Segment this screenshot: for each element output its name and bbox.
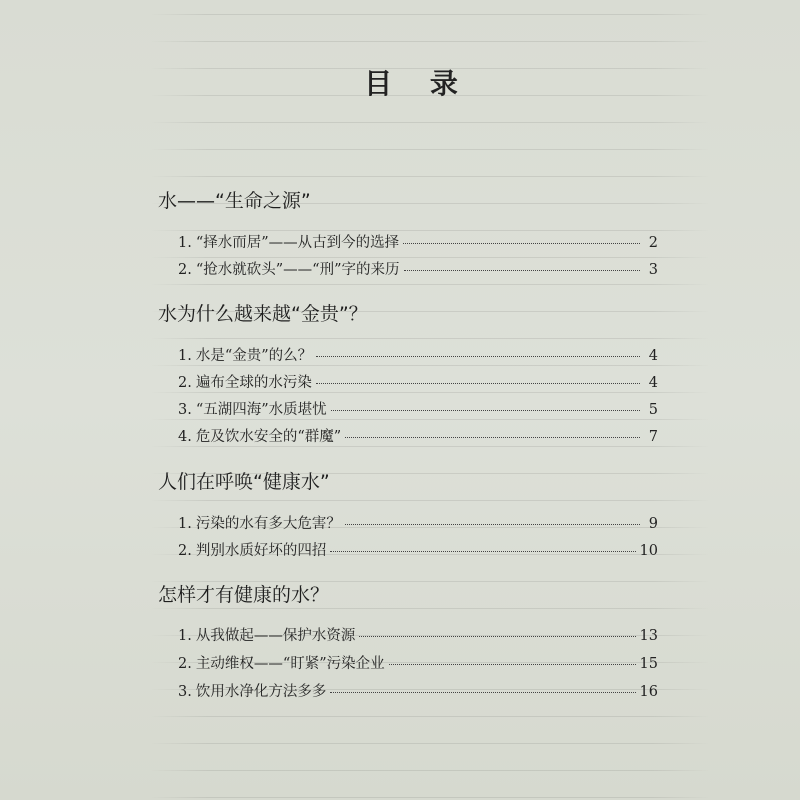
toc-entry[interactable] xyxy=(178,258,658,279)
entry-number: 2. xyxy=(178,656,192,672)
entry-title: 从我做起——保护水资源 xyxy=(195,628,356,644)
section-heading: 怎样才有健康的水？ xyxy=(158,584,330,606)
entry-page-number: 15 xyxy=(639,656,658,672)
toc-entry[interactable] xyxy=(178,371,658,392)
toc-entry[interactable] xyxy=(178,539,658,560)
dot-leader xyxy=(316,383,640,384)
entry-page-number: 4 xyxy=(648,348,658,364)
toc-entry[interactable] xyxy=(178,624,658,645)
toc-entry[interactable] xyxy=(178,652,658,673)
entry-number: 2. xyxy=(178,375,192,391)
entry-title: “抢水就砍头”——“刑”字的来历 xyxy=(195,262,400,278)
entry-page-number: 13 xyxy=(639,628,658,644)
entry-page-number: 10 xyxy=(639,543,658,559)
dot-leader xyxy=(316,356,640,357)
entry-title: 危及饮水安全的“群魔” xyxy=(195,429,342,445)
page-title: 目 录 xyxy=(364,67,472,100)
dot-leader xyxy=(330,551,635,552)
entry-number: 1. xyxy=(178,628,192,644)
section-heading: 水为什么越来越“金贵”？ xyxy=(158,303,368,325)
entry-page-number: 2 xyxy=(648,235,658,251)
entry-number: 3. xyxy=(178,402,192,418)
entry-page-number: 3 xyxy=(648,262,658,278)
toc-entry[interactable] xyxy=(178,680,658,701)
dot-leader xyxy=(345,437,640,438)
entry-title: 主动维权——“盯紧”污染企业 xyxy=(195,656,385,672)
entry-number: 3. xyxy=(178,684,192,700)
dot-leader xyxy=(404,270,641,271)
toc-entry[interactable] xyxy=(178,425,658,446)
toc-entry[interactable] xyxy=(178,512,658,533)
entry-number: 2. xyxy=(178,262,192,278)
entry-number: 1. xyxy=(178,348,192,364)
dot-leader xyxy=(330,692,635,693)
dot-leader xyxy=(359,636,635,637)
entry-number: 4. xyxy=(178,429,192,445)
entry-title: “择水而居”——从古到今的选择 xyxy=(195,235,400,251)
section-heading: 水——“生命之源” xyxy=(158,190,311,212)
entry-number: 1. xyxy=(178,235,192,251)
entry-page-number: 7 xyxy=(648,429,658,445)
dot-leader xyxy=(331,410,640,411)
entry-number: 1. xyxy=(178,516,192,532)
toc-entry[interactable] xyxy=(178,344,658,365)
entry-page-number: 16 xyxy=(639,684,658,700)
toc-page xyxy=(158,0,678,800)
entry-title: 饮用水净化方法多多 xyxy=(195,684,327,700)
entry-page-number: 4 xyxy=(648,375,658,391)
dot-leader xyxy=(389,664,636,665)
entry-title: 遍布全球的水污染 xyxy=(195,375,312,391)
entry-page-number: 9 xyxy=(648,516,658,532)
toc-entry[interactable] xyxy=(178,398,658,419)
entry-number: 2. xyxy=(178,543,192,559)
entry-title: 污染的水有多大危害？ xyxy=(195,516,341,532)
dot-leader xyxy=(345,524,640,525)
entry-title: 水是“金贵”的么？ xyxy=(195,348,313,364)
entry-title: “五湖四海”水质堪忧 xyxy=(195,402,327,418)
dot-leader xyxy=(403,243,640,244)
toc-entry[interactable] xyxy=(178,231,658,252)
entry-title: 判别水质好坏的四招 xyxy=(195,543,327,559)
section-heading: 人们在呼唤“健康水” xyxy=(158,471,330,493)
entry-page-number: 5 xyxy=(648,402,658,418)
